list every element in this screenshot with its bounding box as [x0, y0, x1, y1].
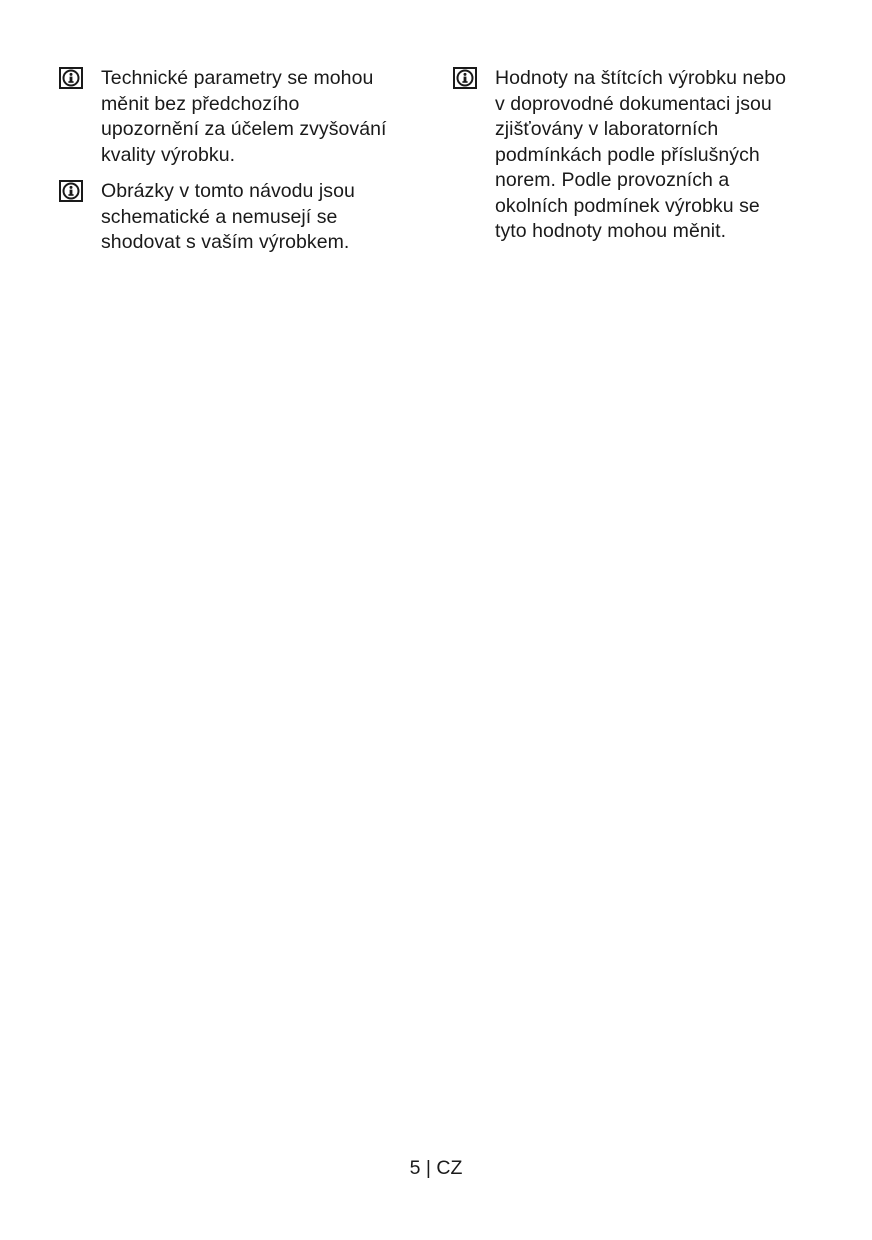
info-note-technical-parameters	[59, 66, 419, 168]
info-icon	[59, 67, 83, 89]
info-icon	[59, 180, 83, 202]
note-text: Technické parametry se mohou měnit bez předchozího upozornění za účelem zvyšování kvality výrobku.	[101, 67, 387, 166]
note-text: Hodnoty na štítcích výrobku nebo v doprovodné dokumentaci jsou zjišťovány v laboratorních podmínkách podle příslušných norem. Podle provozních a okolních podmínek výrobku se tyto hodnoty mohou měnit.	[495, 67, 787, 242]
note-text: Obrázky v tomto návodu jsou schematické a nemusejí se shodovat s vaším výrobkem.	[101, 180, 355, 253]
info-note-label-values	[453, 66, 833, 245]
info-note-schematic-images	[59, 179, 419, 256]
page-number-footer: 5 | CZ	[409, 1157, 463, 1179]
info-icon	[453, 67, 477, 89]
